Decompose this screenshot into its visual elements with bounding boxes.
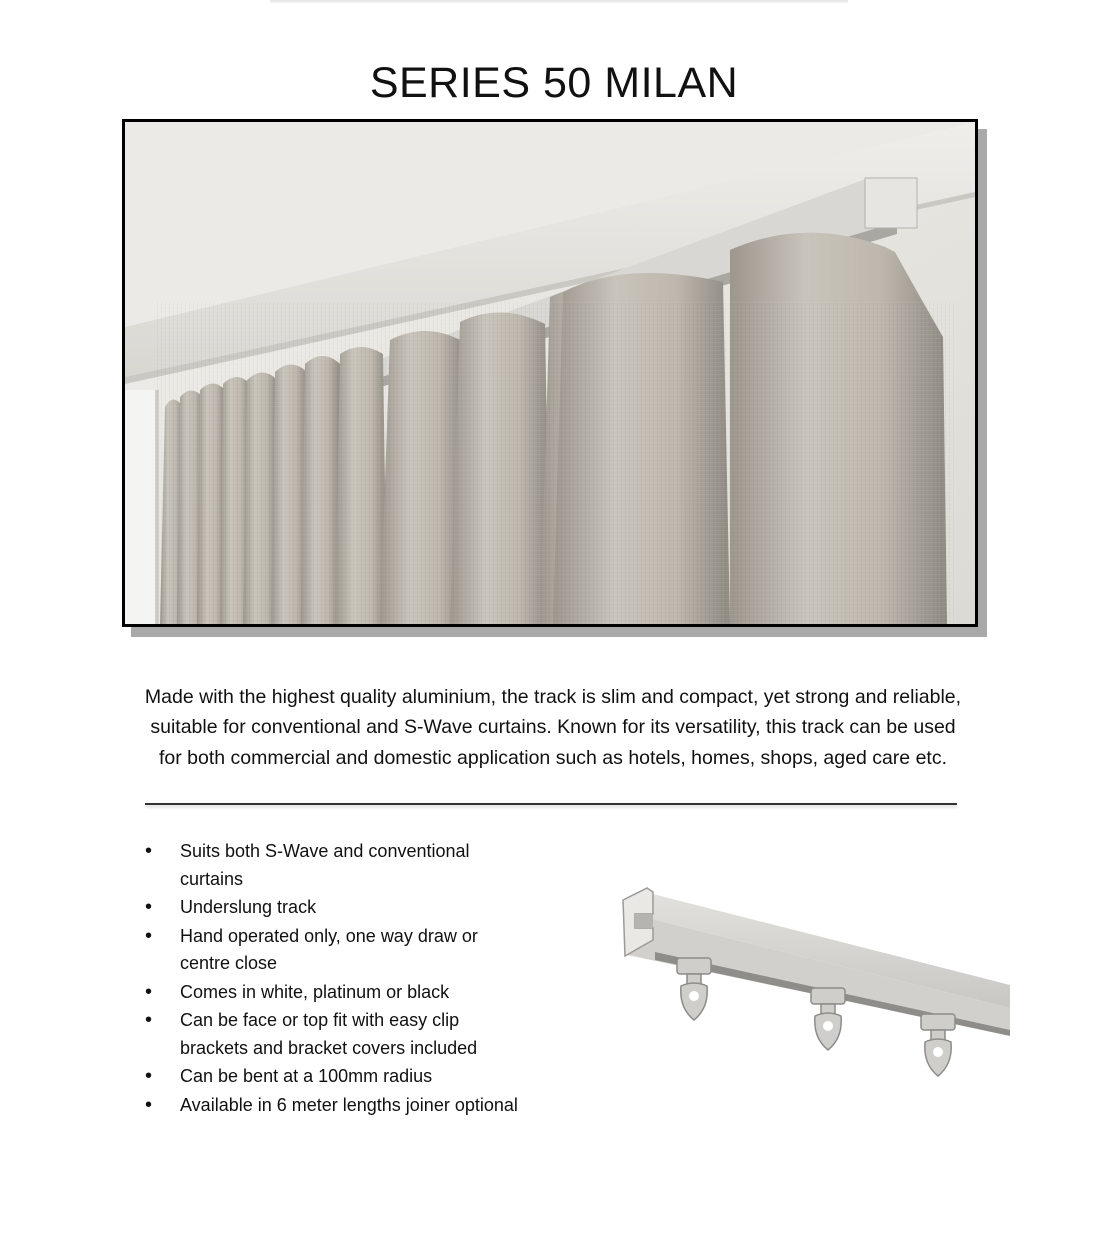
page-title: SERIES 50 MILAN — [369, 58, 739, 107]
feature-text: Underslung track — [180, 897, 317, 917]
curtain-photo — [122, 119, 978, 627]
list-item — [140, 838, 520, 893]
feature-text: Hand operated only, one way draw or centre close — [180, 925, 478, 973]
top-rule — [270, 0, 848, 3]
feature-text: Available in 6 meter lengths joiner optional — [180, 1094, 518, 1115]
bullet-icon: • — [145, 1009, 153, 1031]
list-item — [140, 894, 520, 922]
list-item — [140, 979, 520, 1007]
track-illustration — [615, 880, 1015, 1095]
bullet-icon: • — [145, 980, 153, 1003]
feature-text: Can be face or top fit with easy clip brackets and bracket covers included — [180, 1010, 478, 1058]
section-divider — [145, 803, 957, 805]
bullet-icon: • — [145, 840, 153, 862]
bullet-icon: • — [145, 1093, 153, 1116]
feature-text: Suits both S-Wave and conventional curtains — [180, 841, 470, 889]
bullet-icon: • — [145, 896, 153, 918]
feature-text: Can be bent at a 100mm radius — [180, 1066, 433, 1086]
feature-list — [140, 838, 520, 1120]
list-item — [140, 1007, 520, 1062]
bullet-icon: • — [145, 924, 153, 947]
list-item — [140, 1092, 520, 1120]
list-item — [140, 1063, 520, 1091]
list-item — [140, 923, 520, 978]
bullet-icon: • — [145, 1065, 153, 1087]
product-description: Made with the highest quality aluminium, the track is slim and compact, yet strong and reliable, suitable for conventional and S-Wave curtains. Known for its versatility, this track can be used for both commercial and domestic application such as hotels, homes, shops, aged care etc. — [144, 685, 962, 769]
feature-text: Comes in white, platinum or black — [180, 981, 450, 1002]
